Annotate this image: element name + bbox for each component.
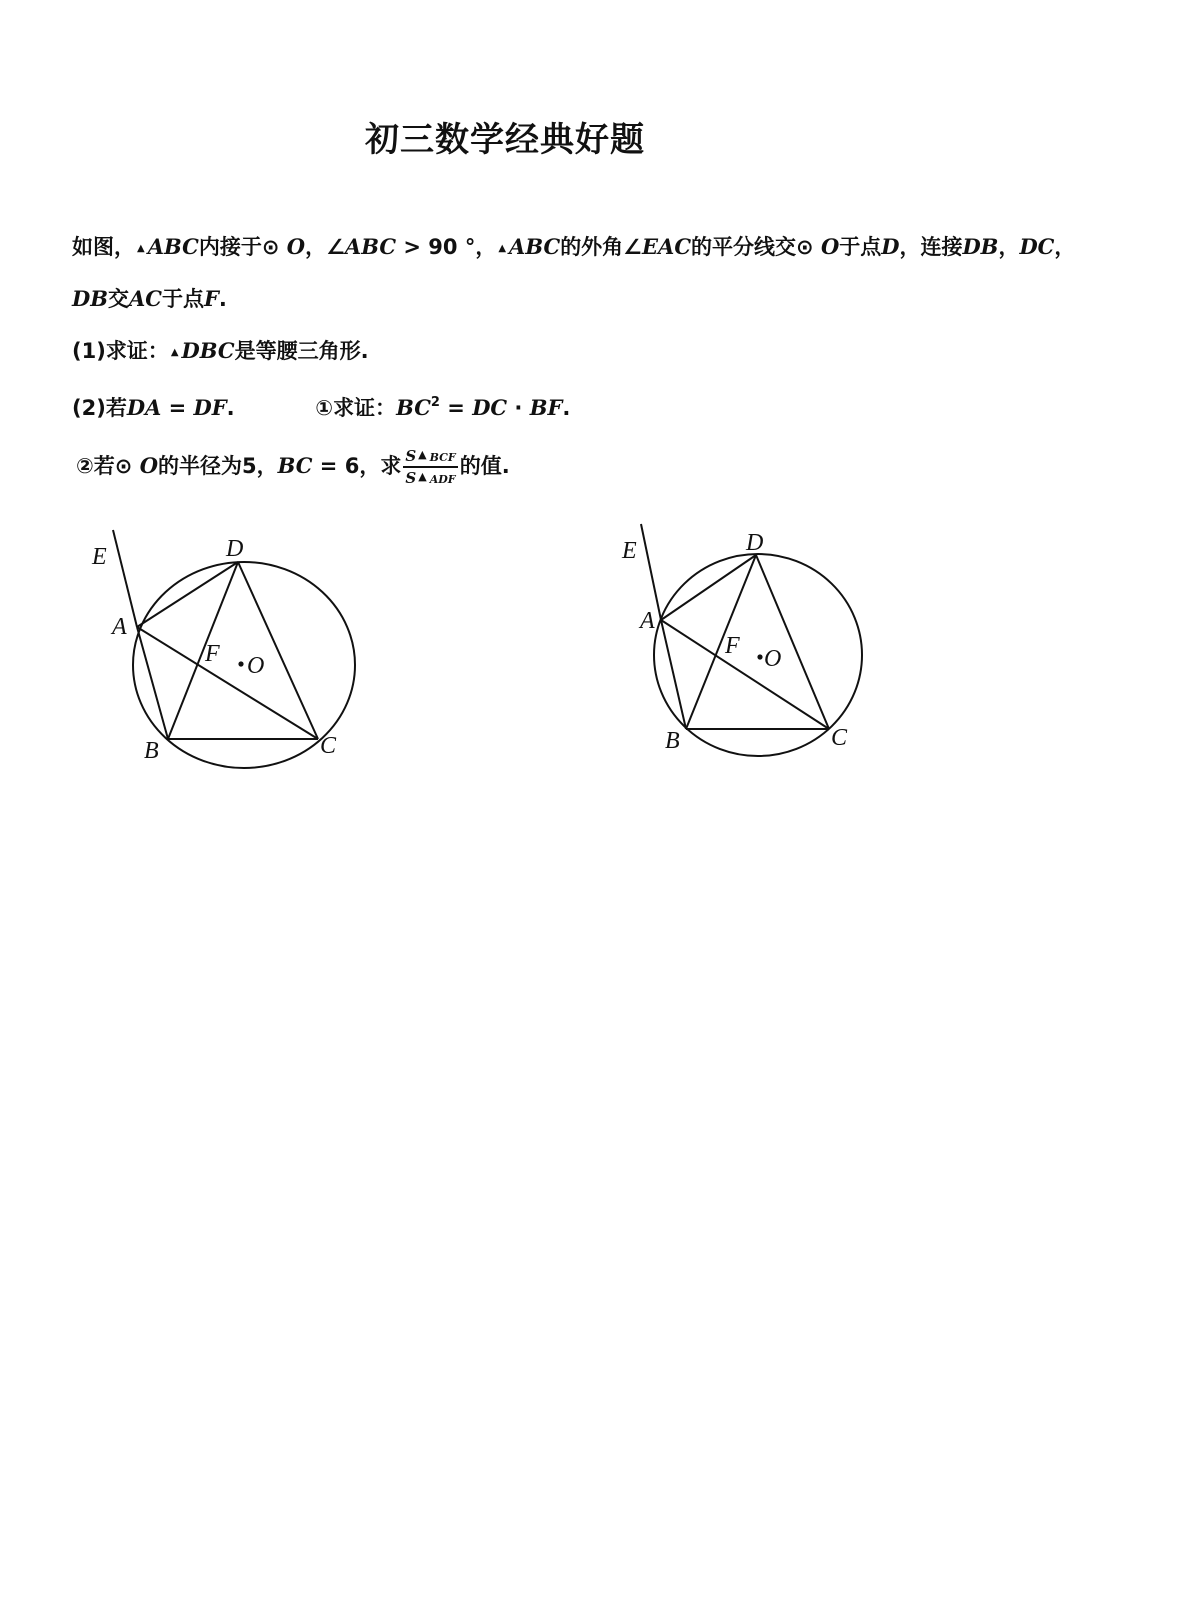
math: BC	[396, 395, 431, 420]
text: ，	[998, 235, 1020, 259]
text: > 90 °，	[396, 235, 497, 259]
center-dot	[238, 661, 243, 666]
math: F	[203, 286, 219, 311]
circle-symbol: ⊙	[261, 235, 280, 259]
subscript: BCF	[429, 451, 456, 464]
math: S	[405, 447, 417, 465]
label-f: F	[725, 633, 740, 659]
math: DB	[962, 234, 999, 259]
line-ac	[661, 620, 829, 729]
text: =	[439, 396, 473, 420]
line-ad	[137, 562, 238, 627]
triangle-icon: ▲	[137, 243, 145, 254]
text: 的值.	[459, 454, 510, 478]
center-dot	[757, 654, 762, 659]
text: 于点	[161, 287, 204, 311]
label-o: O	[247, 653, 265, 679]
text: 是等腰三角形.	[234, 339, 369, 363]
text: ，∠	[305, 235, 345, 259]
text: .	[562, 396, 571, 420]
text: = 6，求	[312, 454, 402, 478]
text: 的平分线交	[691, 235, 797, 259]
circle-symbol: ⊙	[114, 454, 133, 478]
triangle-icon: ▲	[418, 470, 427, 483]
math: DF	[193, 395, 227, 420]
part-number: (2)	[72, 396, 106, 420]
math: EAC	[642, 234, 692, 259]
triangle-icon: ▲	[498, 243, 507, 254]
text: .	[218, 287, 227, 311]
math: ABC	[344, 234, 397, 259]
math: ABC	[509, 234, 561, 259]
subpart-number: ②	[76, 454, 94, 478]
math: O	[820, 234, 840, 259]
math: DA	[126, 395, 162, 420]
page-title: 初三数学经典好题	[365, 120, 645, 160]
math: DC	[1019, 234, 1055, 259]
label-e: E	[622, 538, 637, 564]
math: O	[139, 453, 158, 478]
math: DB	[72, 286, 108, 311]
line-ae	[641, 524, 661, 620]
math: S	[405, 469, 417, 487]
figure-2	[641, 524, 862, 756]
math: BF	[529, 395, 563, 420]
label-b: B	[144, 738, 159, 764]
subpart-number: ①	[315, 396, 334, 420]
line-db	[168, 562, 238, 739]
text: 求证：	[105, 339, 169, 363]
text: ，	[1054, 235, 1076, 259]
figure-1-labels	[91, 536, 337, 764]
line-dc	[756, 555, 829, 729]
text: =	[161, 396, 194, 420]
label-o: O	[764, 646, 782, 672]
line-ad	[661, 555, 756, 620]
text: .	[226, 396, 235, 420]
label-f: F	[205, 641, 220, 667]
math: ABC	[147, 234, 199, 259]
label-d: D	[226, 536, 244, 562]
text: 若	[105, 396, 127, 420]
label-c: C	[831, 725, 848, 751]
label-a: A	[112, 614, 127, 640]
text: 的外角∠	[560, 235, 643, 259]
triangle-icon: ▲	[418, 448, 427, 461]
text: 求证：	[333, 396, 397, 420]
label-e: E	[92, 544, 107, 570]
math: O	[286, 234, 306, 259]
text: 交	[107, 287, 129, 311]
math: DC	[472, 395, 508, 420]
text: ·	[507, 396, 530, 420]
label-c: C	[320, 733, 337, 759]
text: 于点	[839, 235, 882, 259]
part-number: (1)	[72, 339, 106, 363]
line-ae	[113, 530, 137, 627]
text: 内接于	[198, 235, 262, 259]
label-a: A	[640, 608, 655, 634]
line-dc	[238, 562, 318, 739]
triangle-icon: ▲	[170, 347, 179, 358]
label-b: B	[665, 728, 680, 754]
subscript: ADF	[429, 473, 456, 486]
text: ，连接	[899, 235, 963, 259]
text: 若	[93, 454, 115, 478]
label-d: D	[746, 530, 764, 556]
math: DBC	[181, 338, 235, 363]
math: AC	[128, 286, 162, 311]
math: BC	[277, 453, 313, 478]
circle-symbol: ⊙	[796, 235, 814, 259]
math: D	[881, 234, 900, 259]
superscript: 2	[430, 395, 440, 410]
figure-1	[113, 530, 355, 768]
text: 的半径为5，	[158, 454, 278, 478]
text: 如图，	[72, 235, 135, 259]
